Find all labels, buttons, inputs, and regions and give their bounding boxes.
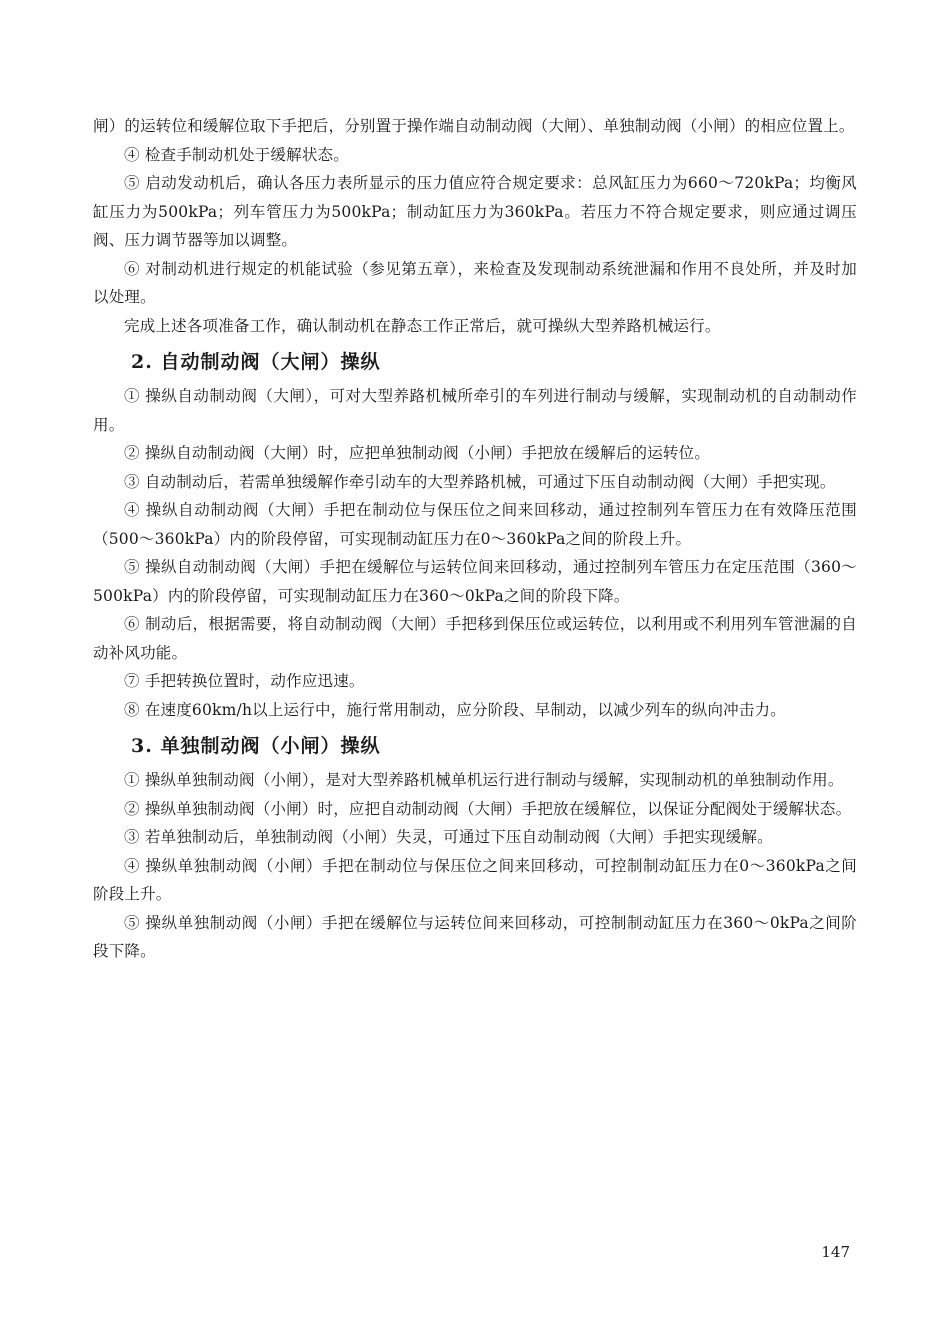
paragraph: ③ 自动制动后，若需单独缓解作牵引动车的大型养路机械，可通过下压自动制动阀（大闸）手把实现。 — [124, 472, 836, 491]
paragraph: ⑤ 操纵自动制动阀（大闸）手把在缓解位与运转位间来回移动，通过控制列车管压力在定压范围（360～500kPa）内的阶段停留，可实现制动缸压力在360～0kPa之间的阶段下降。 — [93, 558, 857, 605]
paragraph: ⑤ 启动发动机后，确认各压力表所显示的压力值应符合规定要求：总风缸压力为660～720kPa；均衡风缸压力为500kPa；列车管压力为500kPa；制动缸压力为360kPa。若压力不符合规定要求，则应通过调压阀、压力调节器等加以调整。 — [93, 174, 857, 249]
paragraph: 完成上述各项准备工作，确认制动机在静态工作正常后，就可操纵大型养路机械运行。 — [124, 316, 721, 335]
page-body — [93, 112, 857, 966]
paragraph: ② 操纵自动制动阀（大闸）时，应把单独制动阀（小闸）手把放在缓解后的运转位。 — [124, 444, 711, 462]
paragraph: ① 操纵自动制动阀（大闸），可对大型养路机械所牵引的车列进行制动与缓解，实现制动机的自动制动作用。 — [93, 387, 857, 434]
paragraph: ④ 操纵单独制动阀（小闸）手把在制动位与保压位之间来回移动，可控制制动缸压力在0～360kPa之间阶段上升。 — [93, 856, 857, 903]
paragraph: ⑥ 制动后，根据需要，将自动制动阀（大闸）手把移到保压位或运转位，以利用或不利用列车管泄漏的自动补风功能。 — [93, 615, 857, 662]
page-number: 147 — [821, 1243, 850, 1261]
paragraph: ⑥ 对制动机进行规定的机能试验（参见第五章），来检查及发现制动系统泄漏和作用不良处所，并及时加以处理。 — [93, 259, 857, 306]
section-heading-independent-brake: 3. 单独制动阀（小闸）操纵 — [131, 735, 381, 757]
paragraph: ⑤ 操纵单独制动阀（小闸）手把在缓解位与运转位间来回移动，可控制制动缸压力在360～0kPa之间阶段下降。 — [93, 913, 857, 960]
paragraph: ⑧ 在速度60km/h以上运行中，施行常用制动，应分阶段、早制动，以减少列车的纵向冲击力。 — [124, 700, 786, 719]
paragraph: ④ 检查手制动机处于缓解状态。 — [124, 145, 349, 164]
paragraph: ① 操纵单独制动阀（小闸），是对大型养路机械单机运行进行制动与缓解，实现制动机的单独制动作用。 — [124, 771, 844, 789]
paragraph: ③ 若单独制动后，单独制动阀（小闸）失灵，可通过下压自动制动阀（大闸）手把实现缓解。 — [124, 828, 773, 846]
paragraph: ⑦ 手把转换位置时，动作应迅速。 — [124, 672, 365, 690]
section-heading-auto-brake: 2. 自动制动阀（大闸）操纵 — [131, 351, 381, 373]
paragraph: 闸）的运转位和缓解位取下手把后，分别置于操作端自动制动阀（大闸）、单独制动阀（小闸）的相应位置上。 — [93, 117, 855, 135]
paragraph: ④ 操纵自动制动阀（大闸）手把在制动位与保压位之间来回移动，通过控制列车管压力在有效降压范围（500～360kPa）内的阶段停留，可实现制动缸压力在0～360kPa之间的阶段上升。 — [93, 501, 857, 548]
paragraph: ② 操纵单独制动阀（小闸）时，应把自动制动阀（大闸）手把放在缓解位，以保证分配阀处于缓解状态。 — [124, 799, 852, 818]
